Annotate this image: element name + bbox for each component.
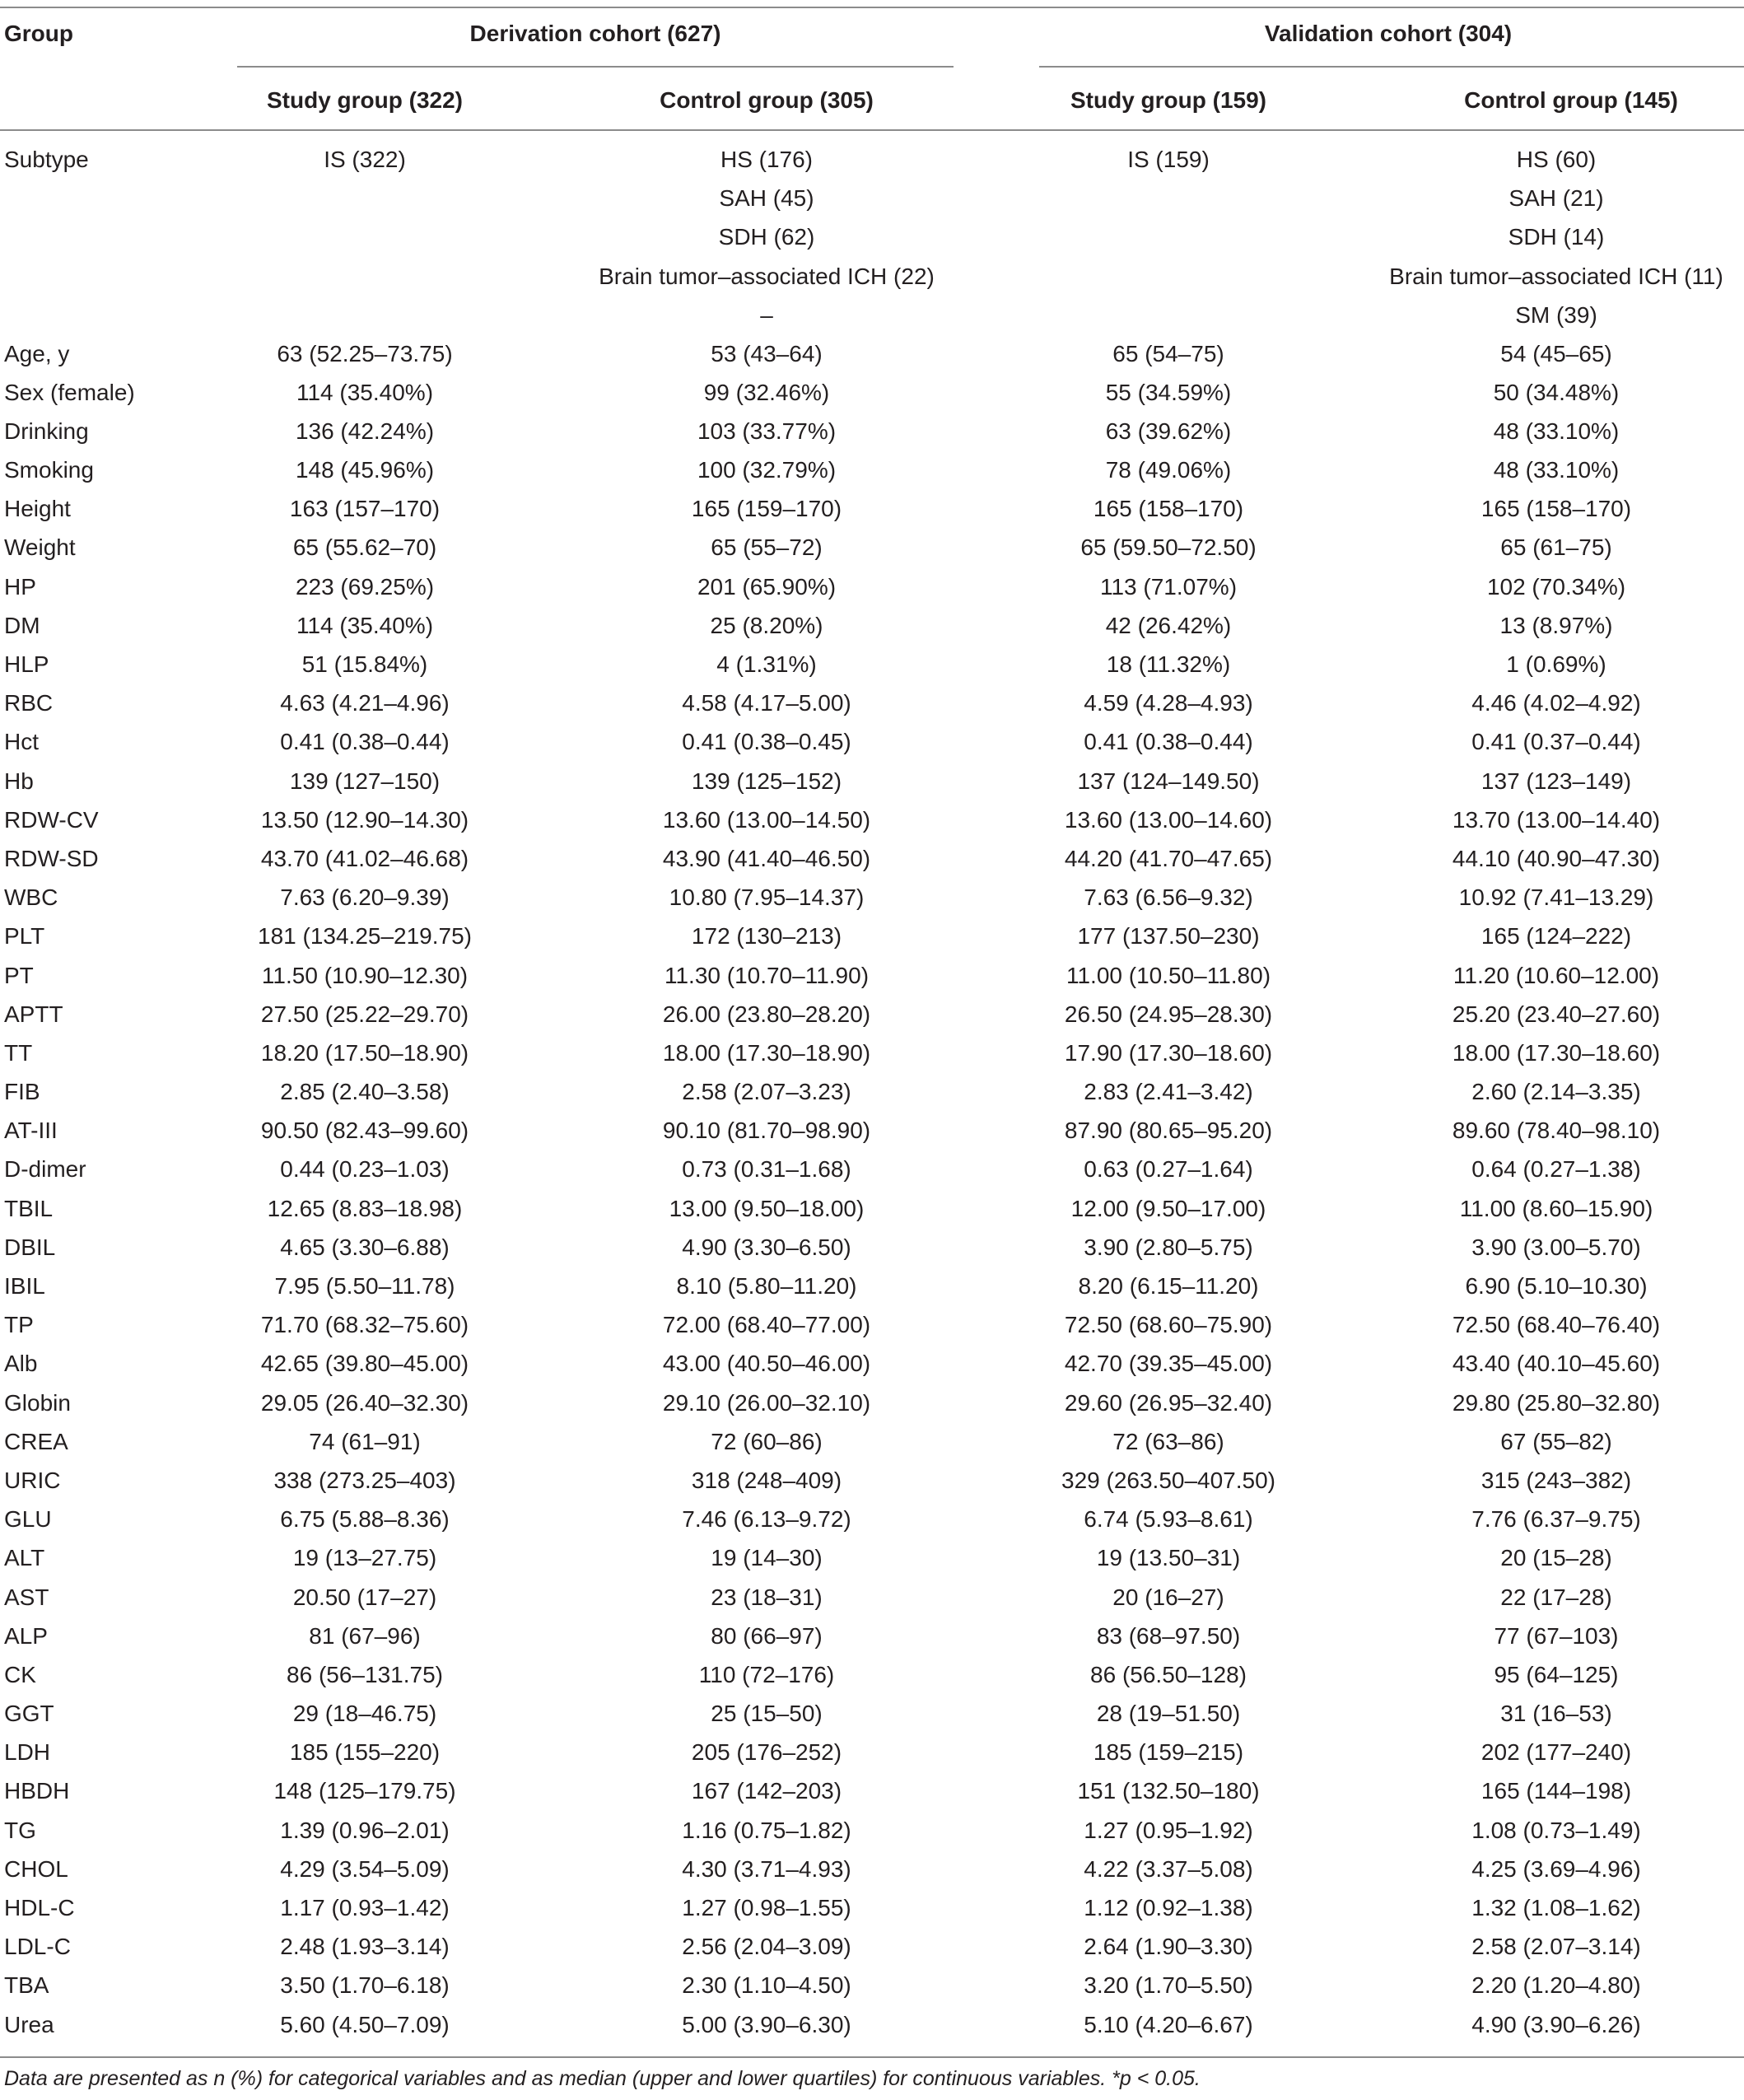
table-cell: 81 (67–96) [309,1622,421,1649]
row-label: ALP [4,1622,48,1649]
table-cell: 43.40 (40.10–45.60) [1452,1351,1661,1377]
table-cell: 6.90 (5.10–10.30) [1465,1273,1648,1300]
row-label: TBIL [4,1195,54,1221]
table-cell: 0.63 (0.27–1.64) [1084,1156,1253,1183]
table-cell: 0.41 (0.38–0.45) [682,729,851,755]
table-cell: 338 (273.25–403) [273,1467,456,1493]
table-cell: 165 (158–170) [1093,496,1244,522]
table-cell: 72.50 (68.40–76.40) [1452,1312,1661,1338]
table-footnote: Data are presented as n (%) for categorical variables and as median (upper and lower quartiles) for continuous variables. *p < 0.05. [4,2067,1201,2090]
table-cell: 19 (13–27.75) [292,1545,437,1571]
subtype-derivation-control [565,140,968,334]
subtype-entry: SAH (21) [1509,185,1604,212]
table-row [0,1267,1744,1305]
row-label: IBIL [4,1273,45,1300]
table-cell: 2.30 (1.10–4.50) [682,1972,851,1999]
row-label: TP [4,1312,34,1338]
table-row [0,1228,1744,1267]
table-cell: 19 (14–30) [711,1545,823,1571]
table-cell: 1.17 (0.93–1.42) [280,1895,450,1921]
table-cell: 11.00 (8.60–15.90) [1459,1195,1653,1221]
table-cell: 55 (34.59%) [1105,379,1232,405]
table-cell: 103 (33.77%) [697,418,837,444]
table-row [0,1695,1744,1734]
derivation-cohort-header: Derivation cohort (627) [469,21,721,46]
row-label: Age, y [4,340,70,366]
table-cell: 2.60 (2.14–3.35) [1471,1079,1641,1105]
table-row [0,1578,1744,1617]
table-cell: 139 (127–150) [289,768,441,794]
table-cell: 5.10 (4.20–6.67) [1084,2011,1253,2037]
table-cell: 12.65 (8.83–18.98) [267,1195,463,1221]
table-cell: 72.00 (68.40–77.00) [662,1312,871,1338]
table-cell: 0.73 (0.31–1.68) [682,1156,851,1183]
table-cell: 114 (35.40%) [296,379,434,405]
table-cell: 25 (15–50) [711,1701,823,1727]
table-cell: 6.74 (5.93–8.61) [1084,1506,1253,1533]
table-cell: 3.20 (1.70–5.50) [1084,1972,1253,1999]
table-row [0,1073,1744,1112]
table-cell: 77 (67–103) [1494,1622,1619,1649]
table-cell: 4.46 (4.02–4.92) [1471,690,1641,716]
table-row [0,451,1744,490]
row-label: Smoking [4,457,94,483]
validation-study-group-header: Study group (159) [1070,87,1267,113]
table-row [0,1734,1744,1772]
table-row [0,567,1744,606]
table-cell: 10.92 (7.41–13.29) [1458,884,1654,911]
table-cell: 65 (55.62–70) [292,534,437,561]
table-cell: 185 (159–215) [1093,1739,1244,1766]
table-cell: 1 (0.69%) [1506,651,1606,678]
table-cell: 13.60 (13.00–14.60) [1064,806,1273,833]
table-cell: 3.90 (3.00–5.70) [1471,1234,1641,1260]
table-cell: 27.50 (25.22–29.70) [260,1001,469,1027]
subtype-entry: SDH (14) [1508,224,1605,250]
table-cell: 26.00 (23.80–28.20) [662,1001,871,1027]
row-label: CREA [4,1428,68,1454]
table-cell: 22 (17–28) [1500,1584,1612,1610]
table-row [0,839,1744,878]
row-label: CHOL [4,1855,68,1882]
table-row [0,1306,1744,1345]
table-cell: 102 (70.34%) [1486,573,1626,600]
table-cell: 18.20 (17.50–18.90) [260,1039,469,1066]
table-row [0,606,1744,645]
table-cell: 7.46 (6.13–9.72) [682,1506,851,1533]
table-row [0,1967,1744,2005]
table-cell: 54 (45–65) [1500,340,1612,366]
row-label: Hct [4,729,39,755]
table-cell: 113 (71.07%) [1099,573,1238,600]
table-row [0,334,1744,373]
table-cell: 25 (8.20%) [710,612,823,638]
row-label: GGT [4,1701,54,1727]
table-cell: 165 (158–170) [1481,496,1632,522]
table-row [0,1461,1744,1500]
table-cell: 1.27 (0.95–1.92) [1084,1817,1253,1843]
table-row [0,1384,1744,1422]
row-label: WBC [4,884,58,911]
row-label: Drinking [4,418,89,444]
table-cell: 163 (157–170) [289,496,441,522]
table-row [0,529,1744,567]
table-cell: 8.20 (6.15–11.20) [1078,1273,1259,1300]
table-cell: 2.58 (2.07–3.14) [1471,1934,1641,1960]
row-label: ALT [4,1545,45,1571]
table-cell: 185 (155–220) [289,1739,441,1766]
subtype-entry: Brain tumor–associated ICH (22) [599,263,935,289]
table-cell: 139 (125–152) [691,768,842,794]
table-row [0,1150,1744,1189]
table-row [0,1772,1744,1811]
table-bottom-rule [0,2056,1744,2058]
table-cell: 0.64 (0.27–1.38) [1471,1156,1641,1183]
table-cell: 87.90 (80.65–95.20) [1064,1118,1273,1144]
table-cell: 1.08 (0.73–1.49) [1471,1817,1641,1843]
table-cell: 177 (137.50–230) [1077,923,1260,950]
table-cell: 4.63 (4.21–4.96) [280,690,450,716]
subtype-validation-control [1369,140,1744,334]
top-rule [0,7,1744,8]
row-label: LDL-C [4,1934,71,1960]
table-cell: 165 (159–170) [691,496,842,522]
subtype-entry: HS (176) [720,147,814,172]
table-row [0,2005,1744,2044]
table-cell: 2.58 (2.07–3.23) [682,1079,851,1105]
table-cell: 114 (35.40%) [296,612,434,638]
table-cell: 110 (72–176) [698,1661,835,1687]
table-cell: 4.90 (3.90–6.26) [1471,2011,1641,2037]
table-row [0,1888,1744,1927]
table-cell: 1.27 (0.98–1.55) [682,1895,851,1921]
subtype-validation-study [968,140,1369,334]
table-cell: 29 (18–46.75) [292,1701,437,1727]
table-row [0,1034,1744,1072]
table-cell: 53 (43–64) [711,340,823,366]
row-label: TT [4,1039,33,1066]
row-label: Hb [4,768,34,794]
subtype-entry: IS (159) [1127,147,1210,172]
table-cell: 2.56 (2.04–3.09) [682,1934,851,1960]
table-cell: 0.41 (0.38–0.44) [280,729,450,755]
row-label: LDH [4,1739,51,1766]
table-cell: 43.00 (40.50–46.00) [662,1351,871,1377]
validation-cohort-rule [1039,66,1744,68]
table-cell: 99 (32.46%) [703,379,830,405]
table-cell: 4.59 (4.28–4.93) [1084,690,1253,716]
table-cell: 78 (49.06%) [1105,457,1232,483]
table-cell: 2.85 (2.40–3.58) [280,1079,450,1105]
table-cell: 7.95 (5.50–11.78) [274,1273,455,1300]
table-cell: 148 (125–179.75) [273,1778,456,1804]
row-label: Alb [4,1351,38,1377]
table-cell: 43.70 (41.02–46.68) [260,845,469,871]
table-row [0,762,1744,800]
table-cell: 48 (33.10%) [1493,457,1620,483]
table-row [0,490,1744,529]
table-cell: 25.20 (23.40–27.60) [1452,1001,1661,1027]
table-cell: 13.00 (9.50–18.00) [669,1195,865,1221]
validation-cohort-header: Validation cohort (304) [1264,21,1513,46]
table-cell: 0.41 (0.37–0.44) [1471,729,1641,755]
table-row [0,1928,1744,1967]
table-cell: 72 (63–86) [1112,1428,1224,1454]
table-cell: 223 (69.25%) [295,573,435,600]
table-row [0,1539,1744,1578]
table-cell: 90.50 (82.43–99.60) [260,1118,469,1144]
row-label: AST [4,1584,49,1610]
table-row [0,723,1744,762]
table-cell: 26.50 (24.95–28.30) [1064,1001,1273,1027]
table-cell: 13.70 (13.00–14.40) [1452,806,1661,833]
table-cell: 17.90 (17.30–18.60) [1064,1039,1273,1066]
subtype-entry: IS (322) [324,147,406,172]
table-cell: 23 (18–31) [711,1584,823,1610]
table-cell: 12.00 (9.50–17.00) [1070,1195,1266,1221]
table-cell: 0.41 (0.38–0.44) [1084,729,1253,755]
table-cell: 42.70 (39.35–45.00) [1064,1351,1273,1377]
table-cell: 11.50 (10.90–12.30) [261,962,469,988]
validation-control-group-header: Control group (145) [1464,87,1678,113]
table-cell: 4.22 (3.37–5.08) [1084,1855,1253,1882]
table-cell: 5.00 (3.90–6.30) [682,2011,851,2037]
table-cell: 72.50 (68.60–75.90) [1064,1312,1273,1338]
table-row [0,956,1744,995]
table-row [0,373,1744,412]
subtype-entry: – [760,301,773,328]
row-label: Sex (female) [4,379,135,405]
row-label: HP [4,573,36,600]
table-cell: 29.80 (25.80–32.80) [1452,1389,1661,1416]
table-row [0,1617,1744,1655]
table-cell: 63 (52.25–73.75) [277,340,453,366]
derivation-cohort-rule [237,66,954,68]
table-cell: 1.32 (1.08–1.62) [1471,1895,1641,1921]
subtype-entry: SDH (62) [718,224,815,250]
table-cell: 19 (13.50–31) [1096,1545,1241,1571]
row-label: RDW-SD [4,845,99,871]
table-row [0,1345,1744,1384]
table-cell: 205 (176–252) [691,1739,842,1766]
table-cell: 7.63 (6.20–9.39) [280,884,450,911]
table-cell: 2.48 (1.93–3.14) [280,1934,450,1960]
table-cell: 329 (263.50–407.50) [1061,1467,1275,1493]
subtype-derivation-study [165,140,565,334]
table-cell: 43.90 (41.40–46.50) [662,845,871,871]
table-cell: 3.90 (2.80–5.75) [1084,1234,1253,1260]
table-cell: 7.76 (6.37–9.75) [1471,1506,1641,1533]
table-cell: 13.60 (13.00–14.50) [662,806,871,833]
table-cell: 18 (11.32%) [1106,651,1231,678]
table-cell: 6.75 (5.88–8.36) [280,1506,450,1533]
table-cell: 4.65 (3.30–6.88) [280,1234,450,1260]
table-cell: 18.00 (17.30–18.90) [662,1039,871,1066]
row-label: HLP [4,651,49,678]
derivation-study-group-header: Study group (322) [266,87,464,113]
table-cell: 29.05 (26.40–32.30) [260,1389,469,1416]
table-row [0,1189,1744,1228]
table-cell: 137 (124–149.50) [1077,768,1260,794]
subtype-entry: Brain tumor–associated ICH (11) [1389,263,1723,289]
row-label: CK [4,1661,36,1687]
table-row [0,412,1744,450]
table-cell: 51 (15.84%) [301,651,428,678]
table-cell: 318 (248–409) [691,1467,842,1493]
table-cell: 4 (1.31%) [716,651,817,678]
header-bottom-rule [0,129,1744,131]
table-cell: 151 (132.50–180) [1077,1778,1260,1804]
row-label: APTT [4,1001,63,1027]
table-cell: 2.20 (1.20–4.80) [1471,1972,1641,1999]
table-row [0,1112,1744,1150]
table-cell: 4.25 (3.69–4.96) [1471,1855,1641,1882]
table-row [0,684,1744,723]
row-label: HBDH [4,1778,70,1804]
table-cell: 201 (65.90%) [697,573,837,600]
row-label: HDL-C [4,1895,75,1921]
row-label: DBIL [4,1234,56,1260]
table-cell: 90.10 (81.70–98.90) [662,1118,871,1144]
table-cell: 44.10 (40.90–47.30) [1452,845,1661,871]
table-row [0,1500,1744,1539]
row-label: D-dimer [4,1156,86,1183]
row-label: RBC [4,690,54,716]
table-cell: 1.12 (0.92–1.38) [1084,1895,1253,1921]
row-label: FIB [4,1079,40,1105]
table-cell: 65 (55–72) [711,534,823,561]
row-label: Globin [4,1389,71,1416]
table-cell: 29.10 (26.00–32.10) [662,1389,871,1416]
data-table [0,140,1744,2044]
row-label: Weight [4,534,76,561]
row-label: URIC [4,1467,61,1493]
table-row [0,645,1744,684]
table-cell: 11.20 (10.60–12.00) [1453,962,1660,988]
table-cell: 3.50 (1.70–6.18) [280,1972,450,1999]
table-cell: 2.64 (1.90–3.30) [1084,1934,1253,1960]
table-cell: 44.20 (41.70–47.65) [1064,845,1273,871]
table-cell: 10.80 (7.95–14.37) [669,884,865,911]
table-cell: 167 (142–203) [691,1778,842,1804]
table-cell: 4.58 (4.17–5.00) [682,690,851,716]
subtype-entry: HS (60) [1516,147,1597,172]
derivation-control-group-header: Control group (305) [660,87,874,113]
table-cell: 4.90 (3.30–6.50) [682,1234,851,1260]
table-cell: 74 (61–91) [309,1428,421,1454]
table-row-subtype [0,140,1744,334]
table-row [0,800,1744,839]
table-cell: 165 (124–222) [1481,923,1632,950]
table-row [0,1850,1744,1888]
table-cell: 4.30 (3.71–4.93) [682,1855,851,1882]
table-cell: 2.83 (2.41–3.42) [1084,1079,1253,1105]
table-cell: 67 (55–82) [1500,1428,1612,1454]
table-cell: 65 (61–75) [1500,534,1612,561]
row-label: GLU [4,1506,52,1533]
row-label: Height [4,496,71,522]
table-cell: 20 (16–27) [1112,1584,1224,1610]
subtype-entry: SAH (45) [719,185,814,212]
table-cell: 20.50 (17–27) [292,1584,437,1610]
table-cell: 315 (243–382) [1481,1467,1632,1493]
row-label: TG [4,1817,36,1843]
table-cell: 28 (19–51.50) [1096,1701,1241,1727]
table-cell: 20 (15–28) [1500,1545,1612,1571]
row-label: Subtype [4,147,89,172]
table-cell: 11.30 (10.70–11.90) [664,962,870,988]
table-cell: 31 (16–53) [1500,1701,1612,1727]
row-label: DM [4,612,40,638]
table-cell: 5.60 (4.50–7.09) [280,2011,450,2037]
table-cell: 65 (54–75) [1112,340,1224,366]
table-cell: 1.39 (0.96–2.01) [280,1817,450,1843]
table-cell: 65 (59.50–72.50) [1080,534,1257,561]
table-row [0,995,1744,1034]
table-cell: 100 (32.79%) [697,457,837,483]
table-cell: 18.00 (17.30–18.60) [1452,1039,1661,1066]
table-cell: 148 (45.96%) [295,457,435,483]
table-cell: 1.16 (0.75–1.82) [682,1817,851,1843]
table-cell: 13 (8.97%) [1499,612,1613,638]
table-cell: 181 (134.25–219.75) [258,923,472,950]
table-cell: 83 (68–97.50) [1096,1622,1241,1649]
row-label: PT [4,962,34,988]
table-cell: 72 (60–86) [711,1428,823,1454]
table-cell: 86 (56–131.75) [287,1661,443,1687]
table-cell: 7.63 (6.56–9.32) [1084,884,1253,911]
table-cell: 8.10 (5.80–11.20) [676,1273,857,1300]
table-cell: 42 (26.42%) [1105,612,1232,638]
table-cell: 50 (34.48%) [1493,379,1620,405]
table-cell: 29.60 (26.95–32.40) [1064,1389,1273,1416]
row-label: TBA [4,1972,49,1999]
row-label: AT-III [4,1118,58,1144]
table-cell: 4.29 (3.54–5.09) [280,1855,450,1882]
table-row [0,1655,1744,1694]
row-label: PLT [4,923,45,950]
table-cell: 95 (64–125) [1494,1661,1619,1687]
table-row [0,879,1744,917]
table-cell: 202 (177–240) [1481,1739,1632,1766]
table-cell: 89.60 (78.40–98.10) [1452,1118,1661,1144]
table-cell: 172 (130–213) [691,923,842,950]
table-row [0,1422,1744,1461]
table-row [0,1811,1744,1850]
table-cell: 63 (39.62%) [1105,418,1232,444]
table-row [0,917,1744,956]
table-cell: 165 (144–198) [1481,1778,1632,1804]
table-cell: 136 (42.24%) [295,418,435,444]
table-cell: 48 (33.10%) [1493,418,1620,444]
table-cell: 0.44 (0.23–1.03) [280,1156,450,1183]
table-cell: 13.50 (12.90–14.30) [260,806,469,833]
table-cell: 71.70 (68.32–75.60) [260,1312,469,1338]
subtype-entry: SM (39) [1515,301,1597,328]
table-cell: 137 (123–149) [1481,768,1632,794]
table-cell: 11.00 (10.50–11.80) [1066,962,1271,988]
table-cell: 86 (56.50–128) [1090,1661,1247,1687]
table-cell: 80 (66–97) [711,1622,823,1649]
table-cell: 42.65 (39.80–45.00) [260,1351,469,1377]
row-label: Urea [4,2011,54,2037]
row-label: RDW-CV [4,806,99,833]
group-header: Group [4,21,73,46]
